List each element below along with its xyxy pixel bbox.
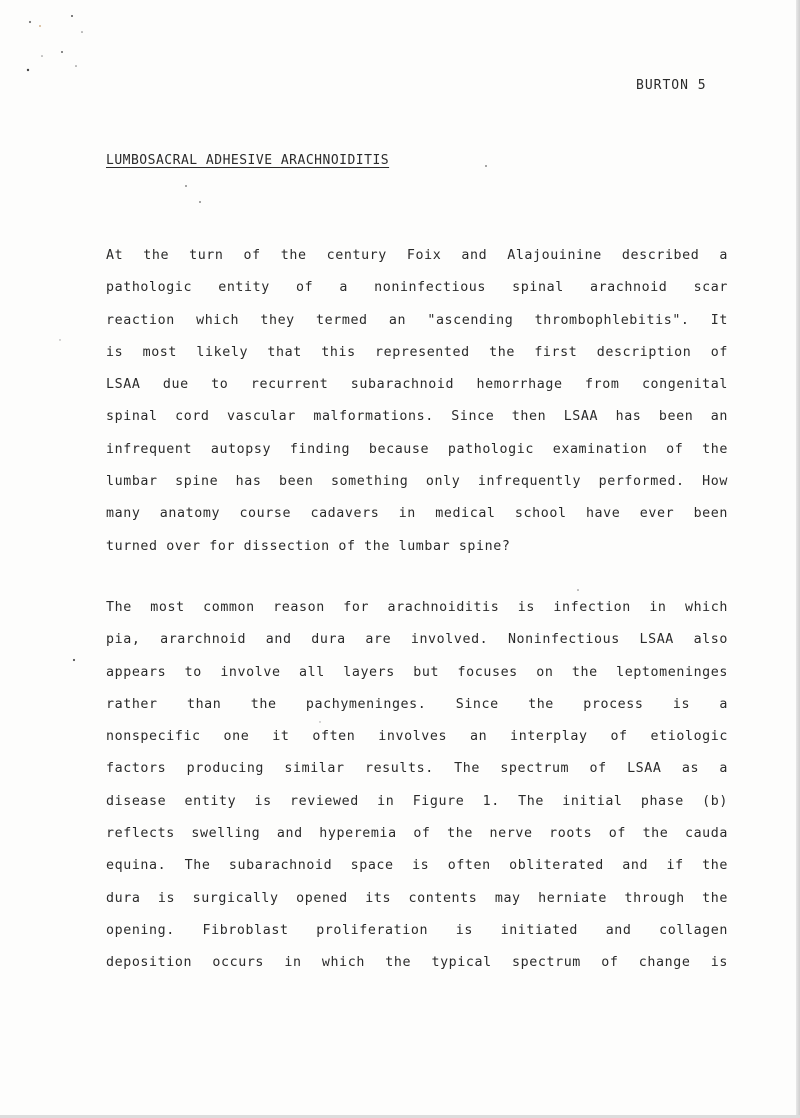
text-line: reflects swelling and hyperemia of the nerve roots of the cauda (106, 826, 728, 842)
text-line: LSAA due to recurrent subarachnoid hemorrhage from congenital (106, 377, 728, 393)
text-line: is most likely that this represented the first description of (106, 344, 728, 360)
text-line: equina. The subarachnoid space is often obliterated and if the (106, 858, 728, 874)
paragraph-1 (106, 246, 728, 569)
text-line: reaction which they termed an "ascending thrombophlebitis". It (106, 312, 728, 328)
text-line: opening. Fibroblast proliferation is initiated and collagen (106, 922, 728, 938)
text-line: lumbar spine has been something only infrequently performed. How (106, 474, 728, 490)
text-line: disease entity is reviewed in Figure 1. The initial phase (b) (106, 793, 728, 809)
text-line: factors producing similar results. The spectrum of LSAA as a (106, 761, 728, 777)
text-line: deposition occurs in which the typical spectrum of change is (106, 955, 728, 971)
page-edge-shadow (796, 0, 800, 1118)
text-line: nonspecific one it often involves an interplay of etiologic (106, 729, 728, 745)
text-line: pathologic entity of a noninfectious spinal arachnoid scar (106, 280, 728, 296)
text-line: pia, ararchnoid and dura are involved. Noninfectious LSAA also (106, 632, 728, 648)
running-header: BURTON 5 (636, 78, 707, 93)
text-line: turned over for dissection of the lumbar spine? (106, 538, 511, 554)
text-line: The most common reason for arachnoiditis is infection in which (106, 600, 728, 615)
paragraph-2 (106, 598, 728, 986)
text-line: spinal cord vascular malformations. Since then LSAA has been an (106, 409, 728, 425)
text-line: dura is surgically opened its contents may herniate through the (106, 890, 728, 906)
text-line: many anatomy course cadavers in medical school have ever been (106, 506, 728, 522)
text-line: rather than the pachymeninges. Since the process is a (106, 696, 728, 712)
section-title: LUMBOSACRAL ADHESIVE ARACHNOIDITIS (106, 153, 390, 168)
text-line: infrequent autopsy finding because pathologic examination of the (106, 441, 728, 457)
text-line: At the turn of the century Foix and Alajouinine described a (106, 248, 728, 263)
text-line: appears to involve all layers but focuses on the leptomeninges (106, 664, 728, 680)
